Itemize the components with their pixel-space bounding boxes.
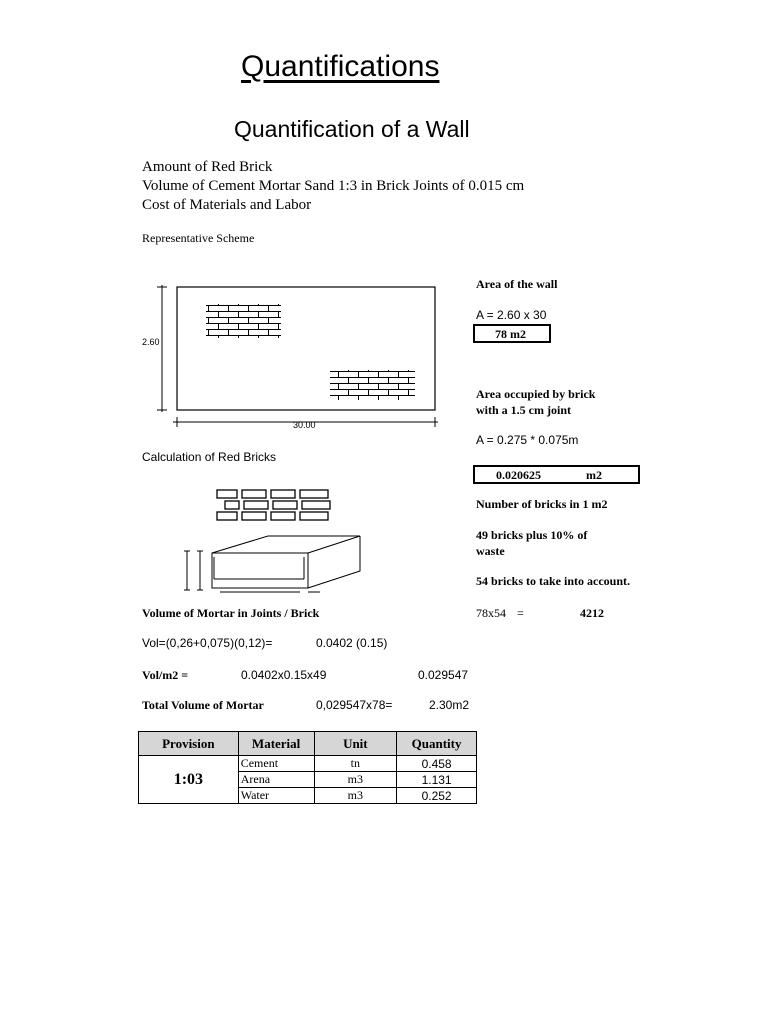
brick-area-formula: A = 0.275 * 0.075m [476, 433, 579, 447]
height-label: 2.60 [142, 337, 160, 347]
table-row [139, 756, 477, 772]
quantity-cell: 0.458 [397, 756, 477, 772]
mortar-total-formula: 0,029547x78= [316, 698, 393, 712]
scheme-label: Representative Scheme [142, 231, 255, 245]
page-title: Quantifications [241, 50, 440, 83]
waste-line-2: waste [476, 544, 505, 558]
material-cell: Arena [238, 772, 314, 788]
area-result-box [473, 324, 551, 343]
unit-cell: tn [314, 756, 397, 772]
mortar-volm2-label: Vol/m2 = [142, 668, 189, 682]
bricks-per-m2-heading: Number of bricks in 1 m2 [476, 497, 608, 511]
mortar-vol-formula: Vol=(0,26+0,075)(0,12)= [142, 636, 273, 650]
length-label: 30.00 [293, 420, 316, 430]
mortar-volm2-value: 0.029547 [418, 668, 469, 682]
brick-area-unit: m2 [586, 468, 602, 482]
header-material: Material [238, 732, 314, 756]
header-unit: Unit [314, 732, 397, 756]
mortar-total-value: 2.30m2 [429, 698, 470, 712]
area-formula: A = 2.60 x 30 [476, 308, 547, 322]
mortar-table [138, 731, 477, 804]
mortar-total-label: Total Volume of Mortar [142, 698, 264, 712]
intro-line-2: Volume of Cement Mortar Sand 1:3 in Brick Joints of 0.015 cm [142, 178, 525, 194]
header-provision: Provision [139, 732, 239, 756]
mortar-volm2-formula: 0.0402x0.15x49 [241, 668, 327, 682]
brick-area-heading-1: Area occupied by brick [476, 387, 596, 401]
intro-line-1: Amount of Red Brick [142, 159, 273, 175]
header-quantity: Quantity [397, 732, 477, 756]
mortar-vol-value: 0.0402 (0.15) [316, 636, 388, 650]
area-result: 78 m2 [495, 327, 526, 341]
brick-pattern-bottom [330, 370, 415, 400]
waste-line-1: 49 bricks plus 10% of [476, 528, 588, 542]
unit-cell: m3 [314, 788, 397, 804]
provision-cell: 1:03 [139, 756, 239, 804]
brick-isometric-drawing [180, 533, 365, 599]
page-subtitle: Quantification of a Wall [234, 116, 470, 142]
total-bricks-formula: 78x54 [476, 606, 506, 620]
brick-area-result-box [473, 465, 640, 484]
brick-area-value: 0.020625 [496, 468, 541, 482]
total-bricks-equals: = [517, 606, 524, 620]
area-heading: Area of the wall [476, 277, 558, 291]
brick-rows-drawing [215, 488, 333, 522]
quantity-cell: 1.131 [397, 772, 477, 788]
material-cell: Water [238, 788, 314, 804]
table-header-row [139, 732, 477, 756]
total-bricks-value: 4212 [580, 606, 604, 620]
account-line: 54 bricks to take into account. [476, 574, 630, 588]
brick-pattern-top [206, 304, 281, 338]
wall-diagram [138, 275, 443, 435]
intro-line-3: Cost of Materials and Labor [142, 197, 312, 213]
mortar-heading: Volume of Mortar in Joints / Brick [142, 606, 320, 620]
brick-area-heading-2: with a 1.5 cm joint [476, 403, 571, 417]
material-cell: Cement [238, 756, 314, 772]
unit-cell: m3 [314, 772, 397, 788]
quantity-cell: 0.252 [397, 788, 477, 804]
calc-heading: Calculation of Red Bricks [142, 450, 277, 464]
